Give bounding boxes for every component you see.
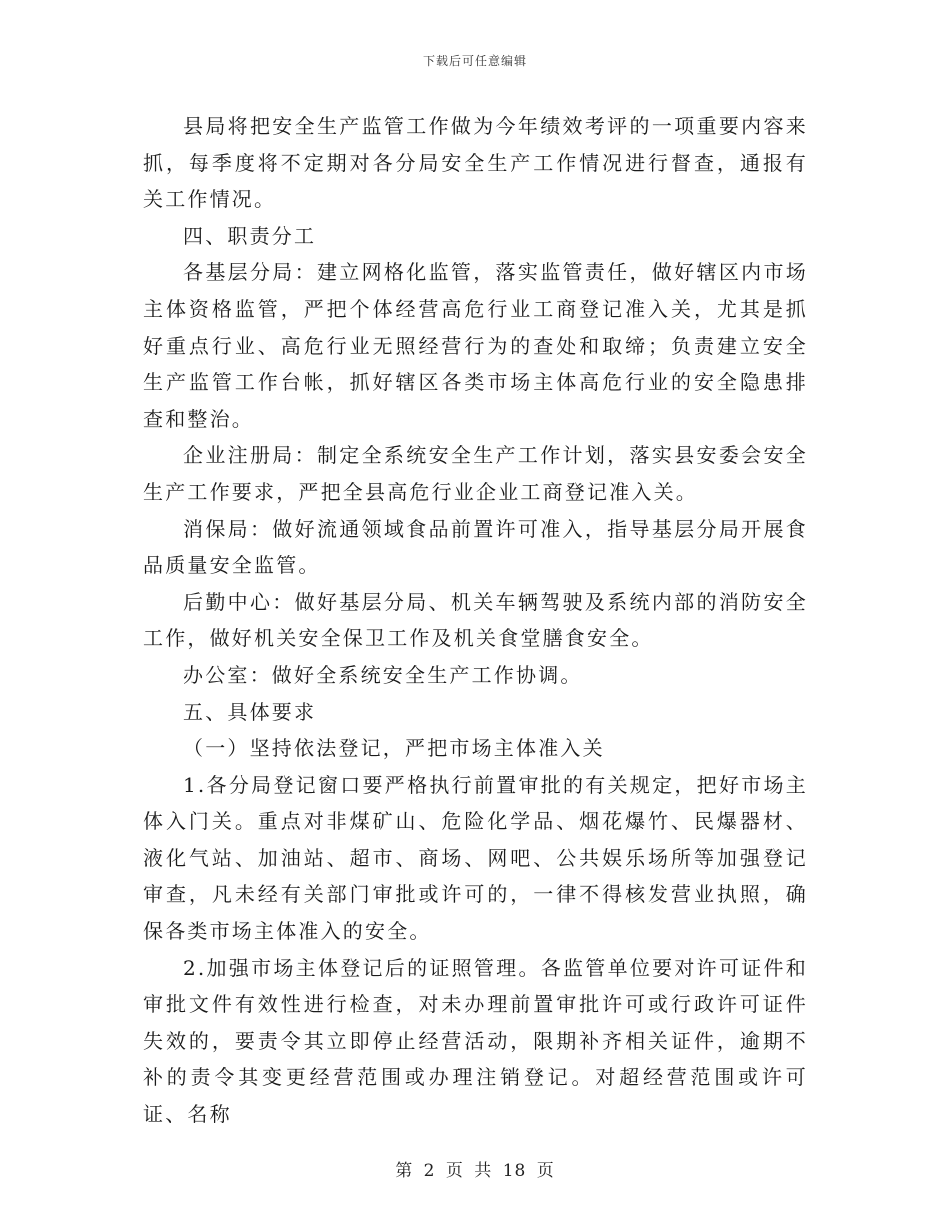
paragraph: 各基层分局：建立网格化监管，落实监管责任，做好辖区内市场主体资格监管，严把个体经营高危行业工商登记准入关，尤其是抓好重点行业、高危行业无照经营行为的查处和取缔；负责建立安全生产监管工作台帐，抓好辖区各类市场主体高危行业的安全隐患排查和整治。 bbox=[143, 260, 808, 431]
paragraph: 企业注册局：制定全系统安全生产工作计划，落实县安委会安全生产工作要求，严把全县高危行业企业工商登记准入关。 bbox=[143, 443, 808, 504]
paragraph: 1.各分局登记窗口要严格执行前置审批的有关规定，把好市场主体入门关。重点对非煤矿山、危险化学品、烟花爆竹、民爆器材、液化气站、加油站、超市、商场、网吧、公共娱乐场所等加强登记审查，凡未经有关部门审批或许可的，一律不得核发营业执照，确保各类市场主体准入的安全。 bbox=[143, 772, 808, 944]
paragraph: 县局将把安全生产监管工作做为今年绩效考评的一项重要内容来抓，每季度将不定期对各分局安全生产工作情况进行督查，通报有关工作情况。 bbox=[143, 114, 808, 212]
paragraph: 后勤中心：做好基层分局、机关车辆驾驶及系统内部的消防安全工作，做好机关安全保卫工作及机关食堂膳食安全。 bbox=[143, 589, 808, 651]
section-heading: 四、职责分工 bbox=[183, 223, 317, 248]
subsection-heading: （一）坚持依法登记，严把市场主体准入关 bbox=[183, 736, 605, 761]
paragraph: 2.加强市场主体登记后的证照管理。各监管单位要对许可证件和审批文件有效性进行检查，对未办理前置审批许可或行政许可证件失效的，要责令其立即停止经营活动，限期补齐相关证件，逾期不补的责令其变更经营范围或办理注销登记。对超经营范围或许可证、名称 bbox=[143, 955, 808, 1127]
page-header: 下载后可任意编辑 bbox=[422, 54, 527, 68]
section-heading: 五、具体要求 bbox=[183, 699, 317, 724]
paragraph: 消保局：做好流通领域食品前置许可准入，指导基层分局开展食品质量安全监管。 bbox=[143, 516, 808, 578]
paragraph: 办公室：做好全系统安全生产工作协调。 bbox=[183, 662, 583, 687]
document-body bbox=[143, 108, 808, 1133]
page-number: 第 2 页 共 18 页 bbox=[395, 1161, 555, 1181]
